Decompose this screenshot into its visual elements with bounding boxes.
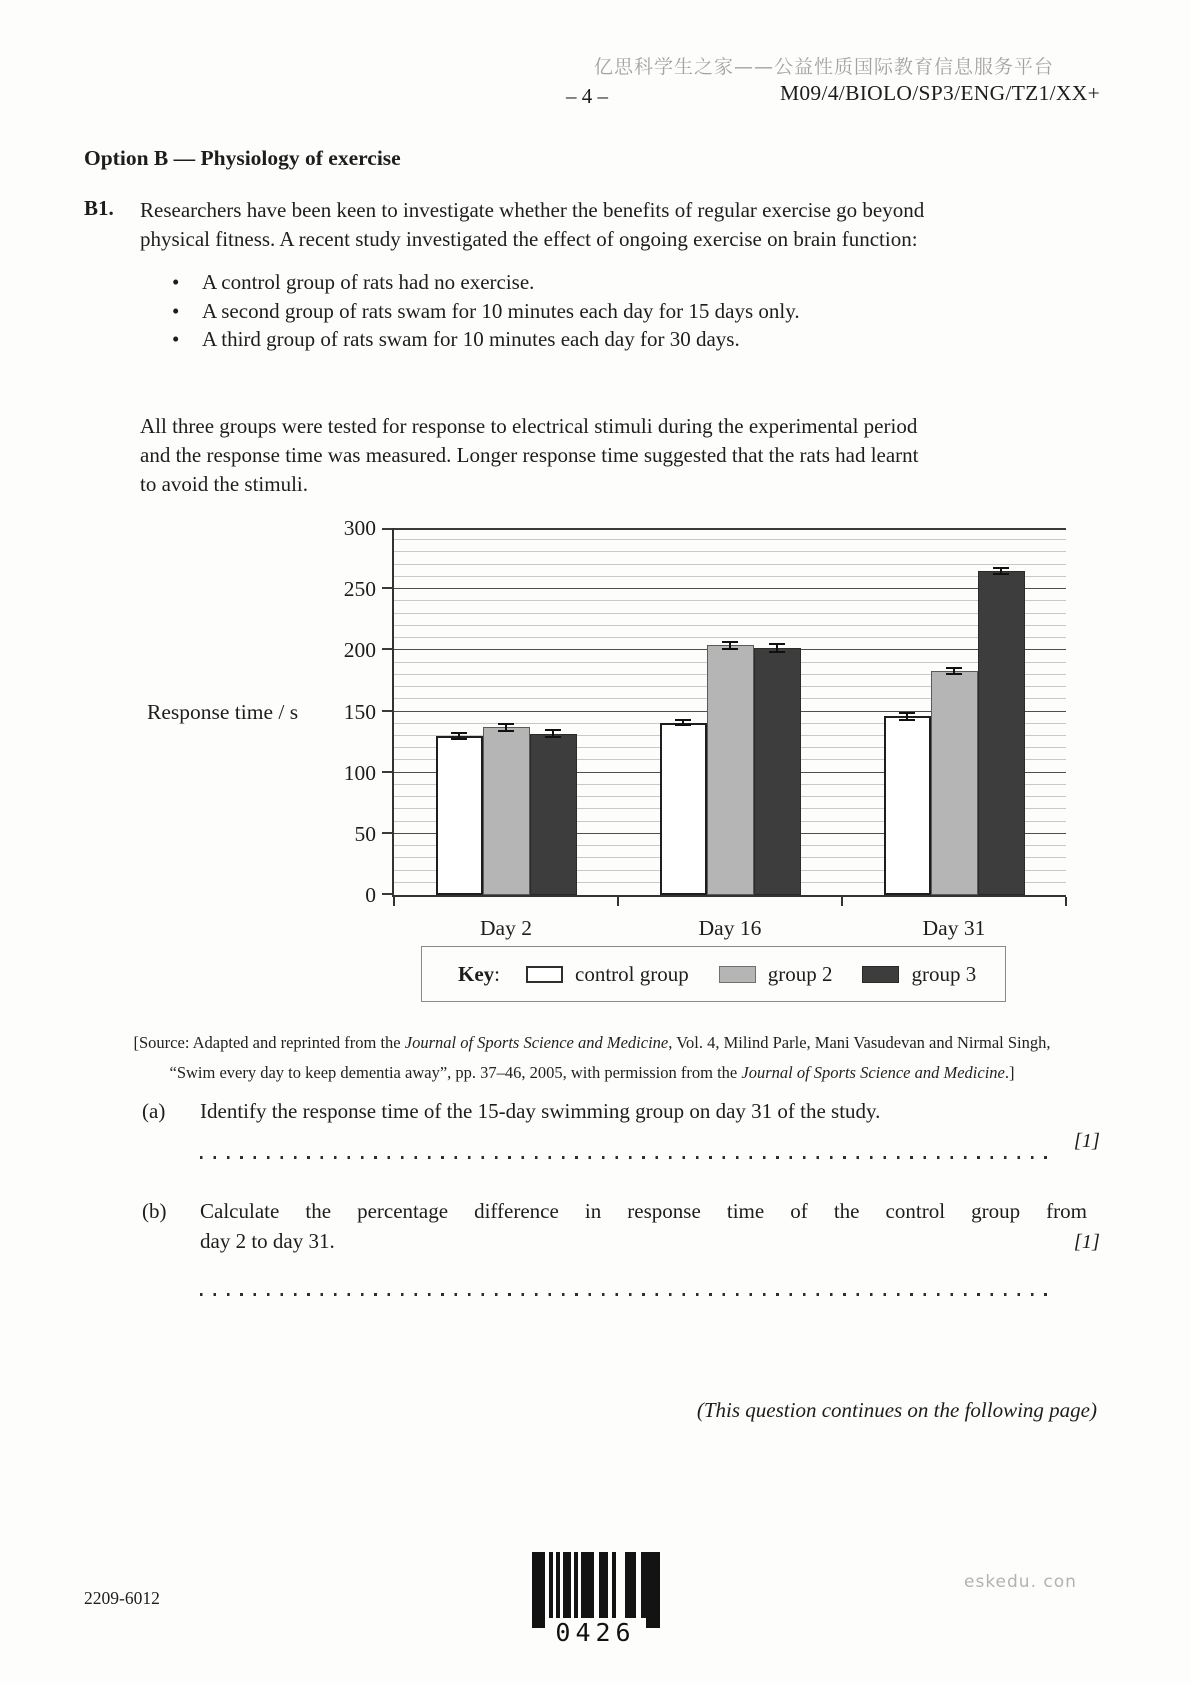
legend-swatch-group-2 <box>719 966 756 983</box>
gridline <box>394 600 1066 601</box>
section-heading: Option B — Physiology of exercise <box>84 146 401 170</box>
source-line-2: “Swim every day to keep dementia away”, pp. 37–46, 2005, with permission from the Journal of Sports Science and Medicine.] <box>169 1063 1015 1082</box>
x-tick <box>393 897 395 906</box>
y-axis <box>300 516 392 907</box>
legend-label: group 3 <box>911 961 977 986</box>
part-a-marks: [1] <box>1073 1130 1100 1152</box>
error-bar <box>545 729 561 739</box>
question-number: B1. <box>84 196 114 220</box>
gridline <box>394 551 1066 552</box>
y-tick <box>382 587 392 589</box>
y-tick-label: 50 <box>354 821 376 846</box>
barcode-bar <box>641 1552 660 1628</box>
part-a-text: Identify the response time of the 15-day swimming group on day 31 of the study. <box>200 1099 881 1123</box>
chart-key <box>421 946 1006 1002</box>
y-tick <box>382 648 392 650</box>
x-tick <box>1065 897 1067 906</box>
source-citation <box>84 1028 1100 1088</box>
gridline <box>394 613 1066 614</box>
barcode-value: 0426 <box>545 1618 645 1647</box>
x-axis-label: Day 31 <box>922 916 986 940</box>
gridline <box>394 539 1066 540</box>
part-b-marks: [1] <box>1073 1231 1100 1253</box>
source-line-1: [Source: Adapted and reprinted from the Journal of Sports Science and Medicine, Vol. 4, Milind Parle, Mani Vasudevan and Nirmal Singh, <box>133 1033 1051 1052</box>
question-part-a <box>142 1096 1100 1152</box>
error-bar <box>451 732 467 739</box>
x-tick <box>841 897 843 906</box>
bullet-icon: • <box>172 270 180 294</box>
gridline <box>394 637 1066 638</box>
legend-label: control group <box>575 961 689 986</box>
bar-group-3 <box>978 571 1025 895</box>
bar-control-group <box>436 736 483 895</box>
error-bar <box>946 667 962 674</box>
y-tick <box>382 528 392 530</box>
key-word: Key <box>458 961 495 986</box>
part-a-label: (a) <box>142 1099 166 1123</box>
bar-control-group <box>660 723 707 895</box>
legend-swatch-group-3 <box>862 966 899 983</box>
bar-control-group <box>884 716 931 895</box>
bar-group-2 <box>931 671 978 895</box>
y-tick <box>382 893 392 895</box>
legend-item <box>862 962 976 987</box>
barcode-gap <box>616 1552 625 1628</box>
bar-group-2 <box>707 645 754 895</box>
error-bar <box>498 723 514 733</box>
bar-chart-plot-area <box>392 528 1066 940</box>
key-colon: : <box>494 961 500 986</box>
bar-group-3 <box>530 734 577 895</box>
question-intro: Researchers have been keen to investigate whether the benefits of regular exercise go beyond physical fitness. A recent study investigated the effect of ongoing exercise on brain function: <box>140 198 925 251</box>
gridline <box>394 576 1066 577</box>
gridline <box>394 588 1066 589</box>
y-tick-label: 250 <box>343 577 376 602</box>
page-number: – 4 – <box>566 84 608 108</box>
error-bar <box>675 719 691 726</box>
error-bar <box>993 567 1009 574</box>
x-axis-label: Day 2 <box>480 916 532 940</box>
footer-reference-number: 2209-6012 <box>84 1588 160 1608</box>
question-b1 <box>84 196 1094 254</box>
question-part-b <box>142 1196 1100 1256</box>
legend-item <box>719 962 833 987</box>
gridline <box>394 528 1066 530</box>
bullet-icon: • <box>172 298 180 323</box>
y-tick-label: 300 <box>343 516 376 540</box>
part-b-label: (b) <box>142 1199 167 1223</box>
chinese-watermark: 亿思科学生之家——公益性质国际教育信息服务平台 <box>593 56 1054 78</box>
error-bar <box>769 643 785 653</box>
barcode-bar <box>625 1552 636 1628</box>
bar-group-3 <box>754 648 801 895</box>
bullet-item <box>172 297 800 326</box>
barcode-bars <box>532 1552 660 1628</box>
y-tick-label: 150 <box>343 699 376 724</box>
continuation-note: (This question continues on the following page) <box>696 1398 1097 1422</box>
bullet-list <box>172 268 800 354</box>
y-tick-label: 100 <box>343 760 376 785</box>
legend-label: group 2 <box>767 961 833 986</box>
bullet-item <box>172 325 800 354</box>
key-label <box>458 962 500 987</box>
barcode-bar <box>532 1552 545 1628</box>
question-description: All three groups were tested for response to electrical stimuli during the experimental period and the response time was measured. Longer response time suggested that the rats had learnt to avoid the stimuli. <box>140 414 919 496</box>
gridline <box>394 625 1066 626</box>
barcode-bar <box>599 1552 608 1628</box>
x-axis-label: Day 16 <box>698 916 762 940</box>
y-tick-label: 0 <box>365 883 376 907</box>
answer-line-a <box>200 1156 1056 1159</box>
y-axis-title: Response time / s <box>147 700 299 724</box>
bullet-text: A second group of rats swam for 10 minutes each day for 15 days only. <box>202 298 800 323</box>
y-tick <box>382 832 392 834</box>
bullet-text: A control group of rats had no exercise. <box>202 270 535 294</box>
y-tick <box>382 710 392 712</box>
y-tick <box>382 771 392 773</box>
bullet-item <box>172 268 800 297</box>
legend <box>526 962 976 987</box>
barcode <box>532 1552 660 1647</box>
error-bar <box>722 641 738 651</box>
barcode-bar <box>563 1552 571 1628</box>
legend-swatch-control-group <box>526 966 563 983</box>
bullet-text: A third group of rats swam for 10 minutes each day for 30 days. <box>202 327 740 351</box>
bullet-icon: • <box>172 327 180 351</box>
answer-line-b <box>200 1293 1056 1296</box>
barcode-bar <box>581 1552 594 1628</box>
y-tick-label: 200 <box>343 638 376 663</box>
x-tick <box>617 897 619 906</box>
part-b-text: Calculate the percentage difference in response time of the control group from day 2 to day 31. <box>200 1199 1087 1253</box>
gridline <box>394 564 1066 565</box>
legend-item <box>526 962 689 987</box>
eskedu-watermark: eskedu. con <box>964 1572 1077 1592</box>
paper-code: M09/4/BIOLO/SP3/ENG/TZ1/XX+ <box>779 81 1100 105</box>
bar-group-2 <box>483 727 530 895</box>
error-bar <box>899 712 915 722</box>
